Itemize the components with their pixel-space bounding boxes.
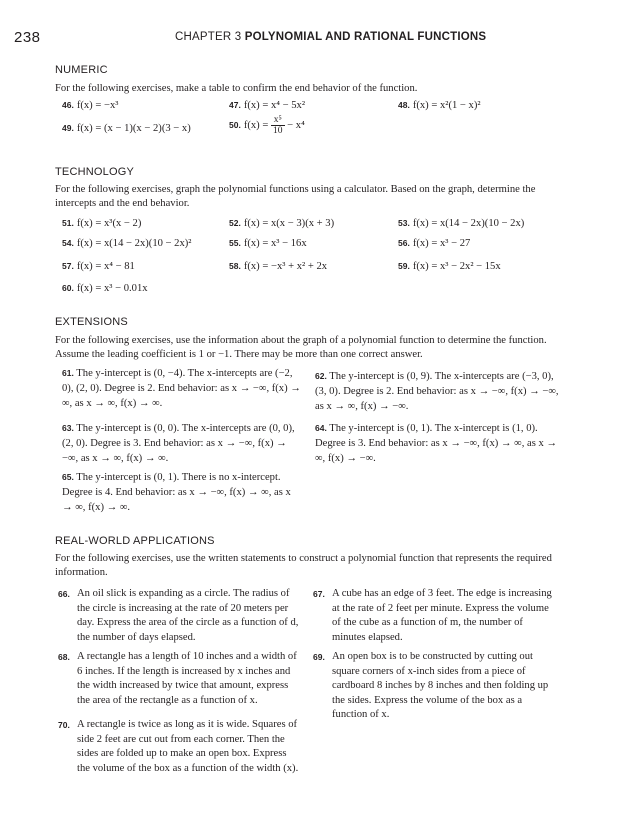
exercise-text: f(x) = x(14 − 2x)(10 − 2x)² xyxy=(76,238,192,249)
exercise-number: 50. xyxy=(229,119,241,130)
exercise-text: f(x) = x(x − 3)(x + 3) xyxy=(243,218,335,229)
exercise-61 xyxy=(62,366,302,411)
exercise-text: The y-intercept is (0, 9). The x-intercepts are (−3, 0), (3, 0). Degree is 2. End behavior: as x → −∞, f(x) → −∞, as x → ∞, f(x) → −∞. xyxy=(315,371,559,412)
exercise-51 xyxy=(62,218,141,229)
exercise-67 xyxy=(313,587,557,645)
exercise-text: A rectangle is twice as long as it is wide. Squares of side 2 feet are cut out from each corner. Then the sides are folded up to make an open box. Express the volume of the box as a function of the width (x). xyxy=(77,719,299,774)
exercise-50 xyxy=(229,115,305,136)
exercise-number: 56. xyxy=(398,238,410,248)
realworld-heading: REAL-WORLD APPLICATIONS xyxy=(55,535,215,547)
exercise-number: 60. xyxy=(62,283,74,293)
exercise-text: f(x) = x³ − 16x xyxy=(243,238,307,249)
exercise-text: f(x) = xyxy=(243,119,269,131)
exercise-47 xyxy=(229,100,305,111)
exercise-number: 66. xyxy=(58,589,70,599)
exercise-66 xyxy=(58,587,299,645)
exercise-number: 53. xyxy=(398,218,410,228)
numeric-instruction: For the following exercises, make a table to confirm the end behavior of the function. xyxy=(55,83,418,94)
exercise-text: f(x) = x³ − 2x² − 15x xyxy=(412,261,501,272)
exercise-text: f(x) = −x³ + x² + 2x xyxy=(243,261,328,272)
exercise-53 xyxy=(398,218,524,229)
exercise-number: 69. xyxy=(313,652,325,662)
exercise-number: 55. xyxy=(229,238,241,248)
exercise-55 xyxy=(229,238,307,249)
exercise-text: A rectangle has a length of 10 inches and a width of 6 inches. If the length is increased by x inches and the width increased by twice that amount, express the area of the rectangle as a function of x. xyxy=(77,651,297,706)
exercise-69 xyxy=(313,650,557,723)
exercise-58 xyxy=(229,261,327,272)
exercise-number: 59. xyxy=(398,261,410,271)
exercise-text: f(x) = x⁴ − 5x² xyxy=(243,100,306,111)
exercise-text: The y-intercept is (0, −4). The x-intercepts are (−2, 0), (2, 0). Degree is 2. End behavior: as x → −∞, f(x) → ∞, as x → ∞, f(x) → ∞. xyxy=(62,368,301,409)
fraction-numerator: x⁵ xyxy=(271,115,285,126)
exercise-46 xyxy=(62,100,118,111)
exercise-text: f(x) = x⁴ − 81 xyxy=(76,261,135,272)
exercise-text: f(x) = x²(1 − x)² xyxy=(412,100,481,111)
exercise-text: The y-intercept is (0, 1). There is no x-intercept. Degree is 4. End behavior: as x → −∞, f(x) → ∞, as x → ∞, f(x) → ∞. xyxy=(62,472,291,513)
exercise-49 xyxy=(62,123,191,134)
exercise-number: 58. xyxy=(229,261,241,271)
exercise-70 xyxy=(58,718,299,776)
technology-heading: TECHNOLOGY xyxy=(55,166,135,178)
chapter-label: CHAPTER 3 xyxy=(175,31,242,43)
exercise-text: f(x) = x³ − 0.01x xyxy=(76,283,148,294)
fraction xyxy=(271,115,285,136)
running-head xyxy=(175,31,486,43)
exercise-63 xyxy=(62,421,302,466)
exercise-number: 62. xyxy=(315,371,327,381)
page-number: 238 xyxy=(14,29,41,46)
extensions-heading: EXTENSIONS xyxy=(55,316,128,328)
exercise-number: 61. xyxy=(62,368,74,378)
exercise-52 xyxy=(229,218,334,229)
extensions-instruction: For the following exercises, use the information about the graph of a polynomial function to determine the function. Assume the leading coefficient is 1 or −1. There may be more than one correct answer. xyxy=(55,335,547,360)
exercise-65 xyxy=(62,470,302,515)
exercise-number: 49. xyxy=(62,123,74,133)
exercise-text: f(x) = −x³ xyxy=(76,100,119,111)
exercise-text: f(x) = x(14 − 2x)(10 − 2x) xyxy=(412,218,525,229)
exercise-number: 54. xyxy=(62,238,74,248)
exercise-text: A cube has an edge of 3 feet. The edge is increasing at the rate of 2 feet per minute. Express the volume of the cube as a function of m, the number of minutes elapsed. xyxy=(332,588,552,643)
exercise-56 xyxy=(398,238,470,249)
exercise-number: 48. xyxy=(398,100,410,110)
exercise-number: 51. xyxy=(62,218,74,228)
exercise-48 xyxy=(398,100,481,111)
exercise-54 xyxy=(62,238,191,249)
exercise-text: The y-intercept is (0, 0). The x-intercepts are (0, 0), (2, 0). Degree is 3. End behavior: as x → −∞, f(x) → −∞, as x → ∞, f(x) → ∞. xyxy=(62,423,295,464)
exercise-number: 52. xyxy=(229,218,241,228)
exercise-text: The y-intercept is (0, 1). The x-intercept is (1, 0). Degree is 3. End behavior: as x → −∞, f(x) → ∞, as x → ∞, f(x) → −∞. xyxy=(315,423,558,464)
exercise-68 xyxy=(58,650,299,708)
exercise-number: 46. xyxy=(62,100,74,110)
exercise-text: An oil slick is expanding as a circle. The radius of the circle is increasing at the rate of 20 meters per day. Express the area of the circle as a function of d, the number of days elapsed. xyxy=(77,588,299,643)
exercise-62 xyxy=(315,369,565,414)
exercise-number: 67. xyxy=(313,589,325,599)
exercise-number: 57. xyxy=(62,261,74,271)
exercise-59 xyxy=(398,261,501,272)
exercise-text-post: − x⁴ xyxy=(287,119,305,131)
exercise-number: 47. xyxy=(229,100,241,110)
numeric-heading: NUMERIC xyxy=(55,64,108,76)
chapter-title: POLYNOMIAL AND RATIONAL FUNCTIONS xyxy=(244,31,487,43)
exercise-number: 63. xyxy=(62,423,74,433)
exercise-text: f(x) = x³ − 27 xyxy=(412,238,471,249)
exercise-number: 68. xyxy=(58,652,70,662)
realworld-instruction: For the following exercises, use the written statements to construct a polynomial function that represents the required information. xyxy=(55,553,552,578)
exercise-60 xyxy=(62,283,148,294)
exercise-text: f(x) = (x − 1)(x − 2)(3 − x) xyxy=(76,123,191,134)
technology-instruction: For the following exercises, graph the polynomial functions using a calculator. Based on the graph, determine the intercepts and the end behavior. xyxy=(55,184,536,209)
exercise-number: 65. xyxy=(62,472,74,482)
exercise-text: An open box is to be constructed by cutting out square corners of x-inch sides from a piece of cardboard 8 inches by 8 inches and then folding up the sides. Express the volume of the box as a function of x. xyxy=(332,651,549,721)
exercise-64 xyxy=(315,421,565,466)
fraction-denominator: 10 xyxy=(273,126,283,136)
exercise-number: 64. xyxy=(315,423,327,433)
exercise-57 xyxy=(62,261,135,272)
exercise-number: 70. xyxy=(58,720,70,730)
exercise-text: f(x) = x³(x − 2) xyxy=(76,218,142,229)
